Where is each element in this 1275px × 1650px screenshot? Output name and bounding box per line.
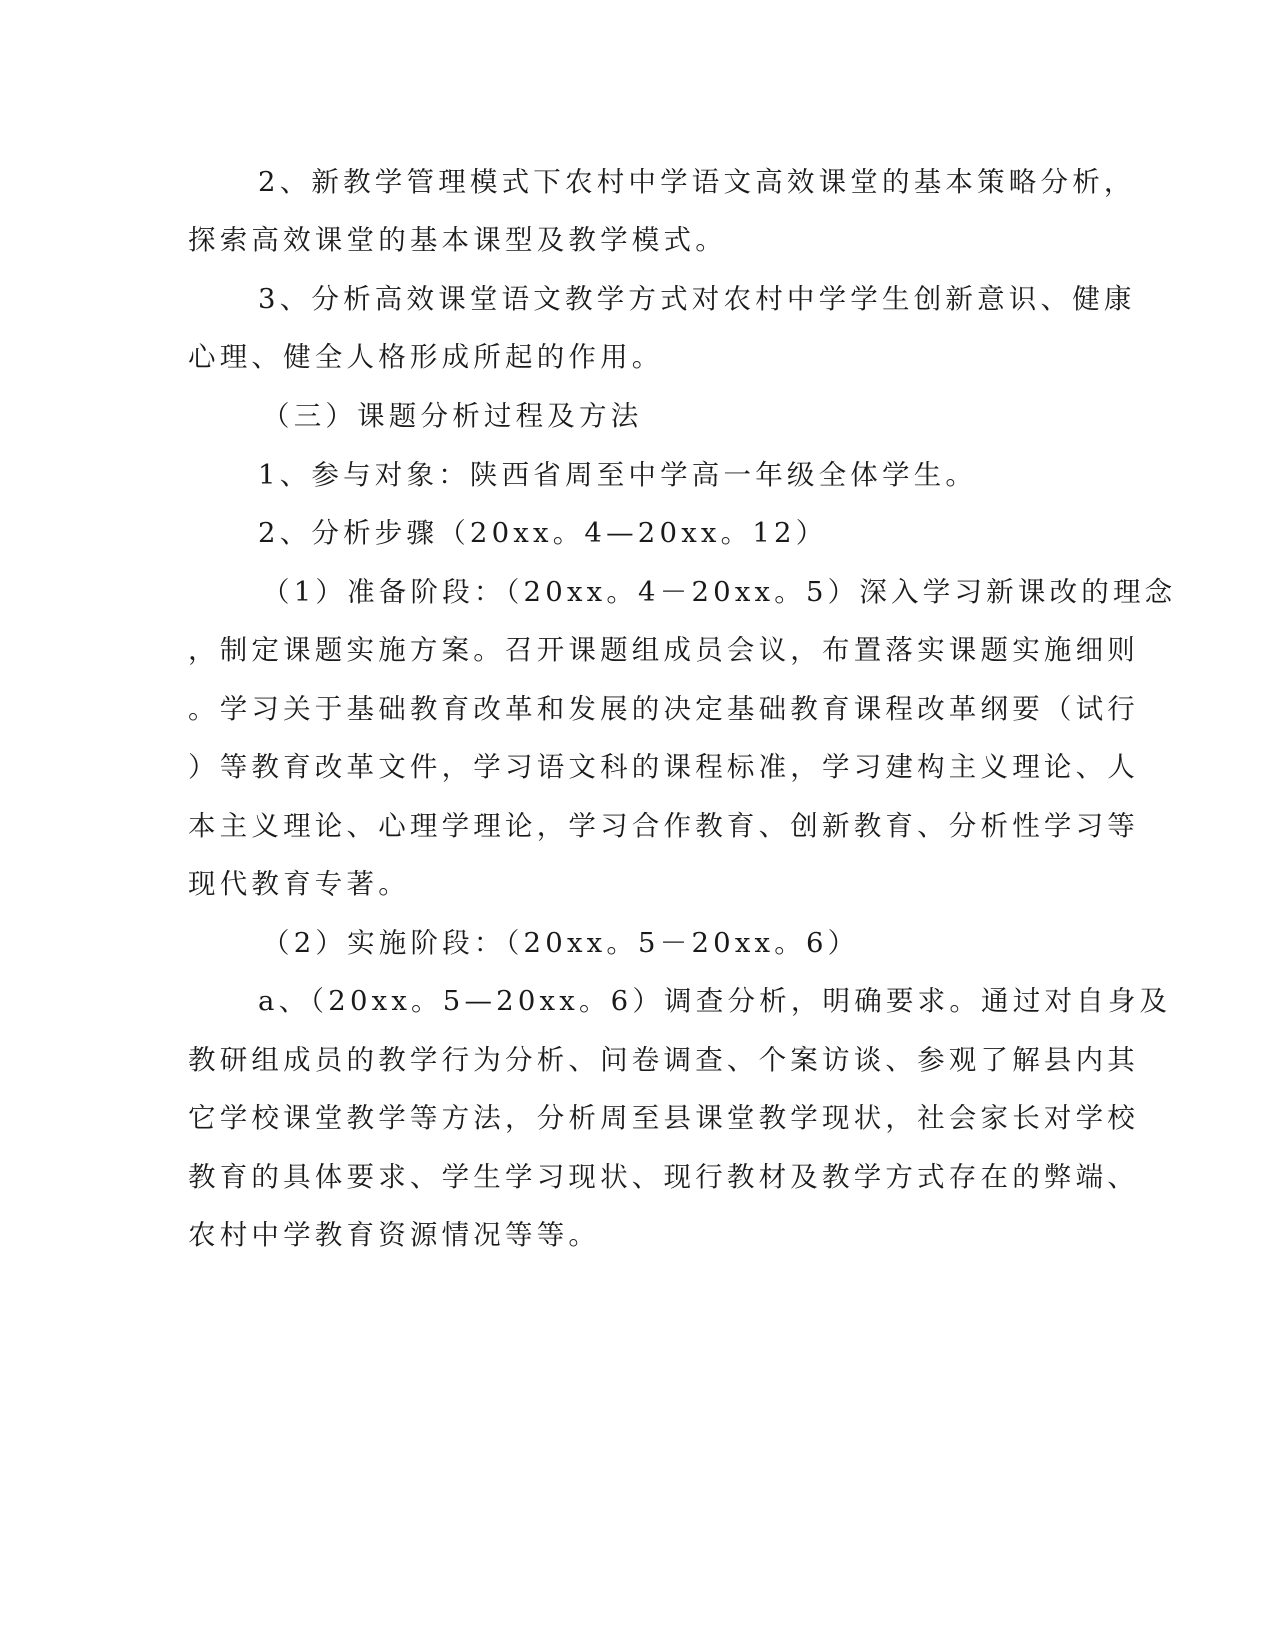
- paragraph-item-3-line-1: 3、分析高效课堂语文教学方式对农村中学学生创新意识、健康: [258, 283, 1136, 315]
- prep-stage-line-1: （1）准备阶段：（20xx。4－20xx。5）深入学习新课改的理念: [262, 576, 1177, 608]
- impl-a-line-4: 教育的具体要求、学生学习现状、现行教材及教学方式存在的弊端、: [188, 1161, 1139, 1193]
- impl-a-line-3: 它学校课堂教学等方法，分析周至县课堂教学现状，社会家长对学校: [188, 1102, 1139, 1134]
- impl-a-line-5: 农村中学教育资源情况等等。: [188, 1219, 601, 1251]
- impl-a-line-2: 教研组成员的教学行为分析、问卷调查、个案访谈、参观了解县内其: [188, 1044, 1139, 1076]
- steps-heading: 2、分析步骤（20xx。4—20xx。12）: [258, 517, 828, 549]
- section-heading: （三）课题分析过程及方法: [262, 400, 643, 432]
- prep-stage-line-2: ，制定课题实施方案。召开课题组成员会议，布置落实课题实施细则: [188, 634, 1139, 666]
- prep-stage-line-4: ）等教育改革文件，学习语文科的课程标准，学习建构主义理论、人: [188, 751, 1139, 783]
- impl-a-line-1: a、（20xx。5—20xx。6）调查分析，明确要求。通过对自身及: [258, 985, 1172, 1017]
- prep-stage-line-6: 现代教育专著。: [188, 868, 410, 900]
- participants-line: 1、参与对象：陕西省周至中学高一年级全体学生。: [258, 459, 978, 491]
- paragraph-item-2-line-2: 探索高效课堂的基本课型及教学模式。: [188, 224, 727, 256]
- impl-stage-heading: （2）实施阶段：（20xx。5－20xx。6）: [262, 927, 860, 959]
- paragraph-item-2-line-1: 2、新教学管理模式下农村中学语文高效课堂的基本策略分析，: [258, 166, 1136, 198]
- prep-stage-line-3: 。学习关于基础教育改革和发展的决定基础教育课程改革纲要（试行: [188, 693, 1139, 725]
- paragraph-item-3-line-2: 心理、健全人格形成所起的作用。: [188, 341, 664, 373]
- prep-stage-line-5: 本主义理论、心理学理论，学习合作教育、创新教育、分析性学习等: [188, 810, 1139, 842]
